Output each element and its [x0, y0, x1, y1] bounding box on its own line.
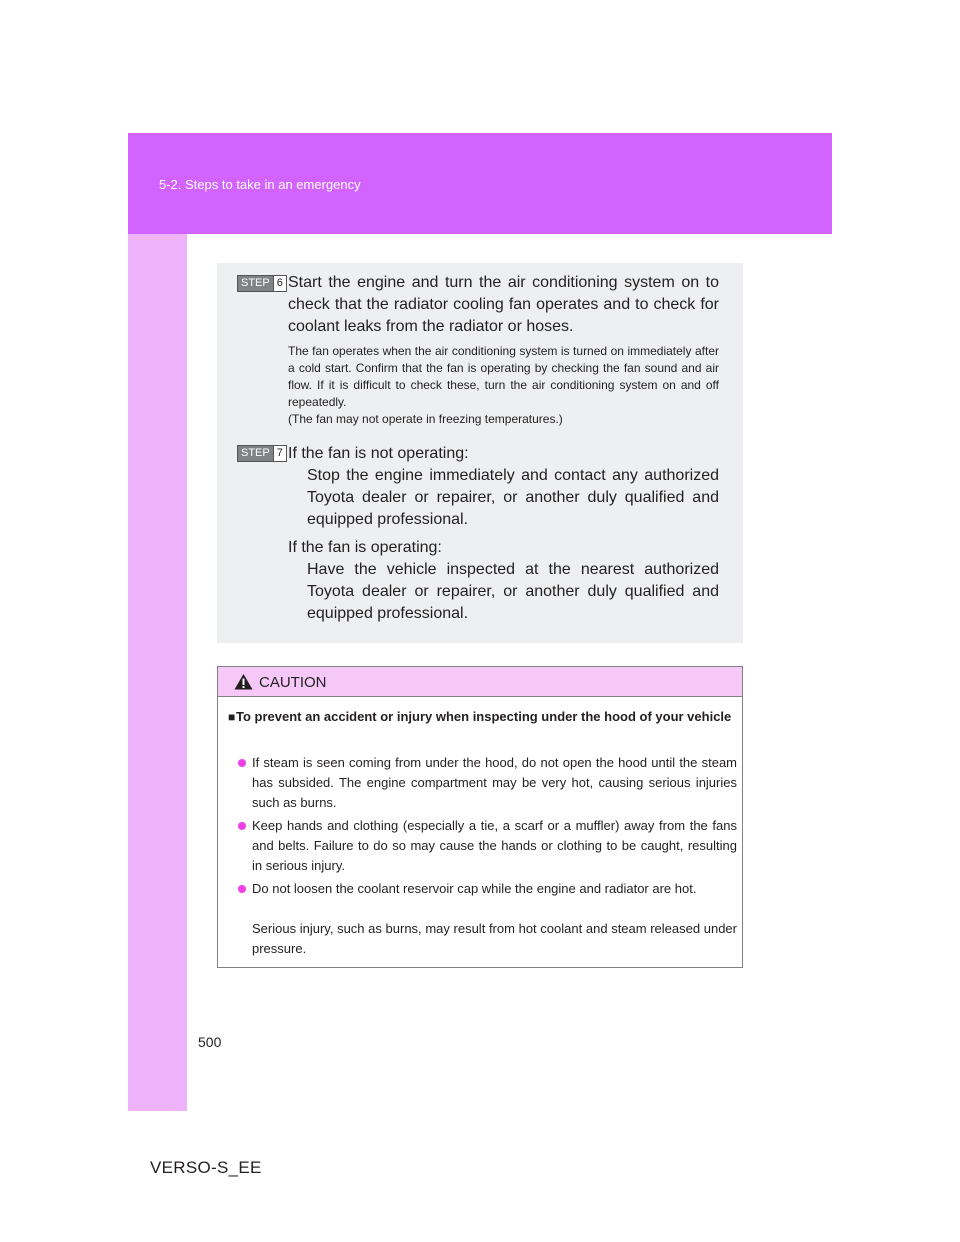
caution-box [217, 666, 743, 968]
step-badge-number: 6 [273, 276, 286, 291]
step-7-action-2: Have the vehicle inspected at the nearest authorized Toyota dealer or repairer, or another duly qualified and equipped professional. [307, 561, 719, 622]
step-7-condition-1: If the fan is not operating: [288, 445, 469, 462]
warning-triangle-icon [234, 673, 253, 690]
caution-title: CAUTION [259, 674, 327, 691]
step-7-action-1: Stop the engine immediately and contact any authorized Toyota dealer or repairer, or another duly qualified and equipped professional. [307, 467, 719, 528]
step-badge [237, 445, 287, 462]
caution-item: Do not loosen the coolant reservoir cap while the engine and radiator are hot. [252, 881, 697, 896]
bullet-dot-icon [238, 885, 246, 893]
document-code: VERSO-S_EE [150, 1158, 262, 1177]
step-badge-label: STEP [238, 446, 273, 461]
caution-item: If steam is seen coming from under the hood, do not open the hood until the steam has subsided. The engine compartment may be very hot, causing serious injuries such as burns. [252, 755, 737, 810]
square-bullet-icon: ■ [228, 710, 236, 724]
section-header-bar [128, 133, 832, 234]
caution-header [218, 667, 742, 697]
bullet-dot-icon [238, 759, 246, 767]
step-badge [237, 275, 287, 292]
step-7-condition-2: If the fan is operating: [288, 539, 442, 556]
step-badge-number: 7 [273, 446, 286, 461]
chapter-side-band [128, 234, 187, 1111]
page-number: 500 [198, 1034, 222, 1050]
step-badge-label: STEP [238, 276, 273, 291]
step-6-note: The fan operates when the air conditioning system is turned on immediately after a cold start. Confirm that the fan is operating by checking the fan sound and air flow. If it is difficult to check these, turn the air conditioning system on and off repeatedly. [288, 344, 719, 409]
bullet-dot-icon [238, 822, 246, 830]
section-title: 5-2. Steps to take in an emergency [159, 177, 361, 192]
step-6-note-2: (The fan may not operate in freezing temperatures.) [288, 412, 563, 426]
caution-heading: To prevent an accident or injury when inspecting under the hood of your vehicle [236, 709, 732, 724]
step-6-text: Start the engine and turn the air conditioning system on to check that the radiator cooling fan operates and to check for coolant leaks from the radiator or hoses. [288, 274, 719, 335]
caution-item-continuation: Serious injury, such as burns, may result from hot coolant and steam released under pressure. [252, 921, 737, 956]
caution-item: Keep hands and clothing (especially a tie, a scarf or a muffler) away from the fans and belts. Failure to do so may cause the hands or clothing to be caught, resulting in serious injury. [252, 818, 737, 873]
steps-panel [217, 263, 743, 643]
